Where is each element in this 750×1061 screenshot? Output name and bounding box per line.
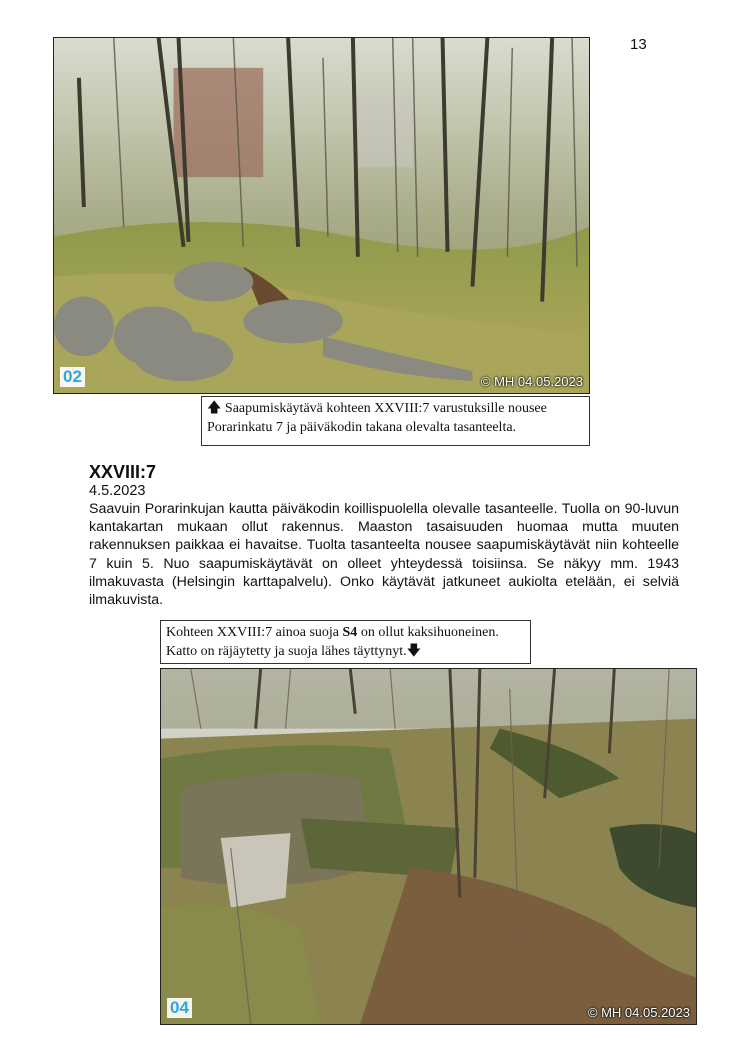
caption-line: Porarinkatu 7 ja päiväkodin takana olevalta tasanteelta. [207,420,517,435]
photo-caption-1 [201,396,590,446]
section-date: 4.5.2023 [89,483,146,499]
photo-shelter-ruin [160,668,697,1025]
caption-text: on ollut kaksihuoneinen. [357,625,499,640]
arrow-down-icon: 🡇 [406,643,422,659]
forest-photo-graphic [54,38,589,393]
caption-line: Katto on räjäytetty ja suoja lähes täyttynyt. [166,644,407,659]
shelter-id: S4 [342,625,358,640]
photo-forest-trench [53,37,590,394]
photo-number: 02 [60,367,85,387]
photo-copyright: © MH 04.05.2023 [480,374,583,389]
arrow-up-icon: 🡅 [207,400,222,416]
page-number: 13 [630,36,647,53]
photo-number: 04 [167,998,192,1018]
section-title: XXVIII:7 [89,462,157,482]
caption-text: Kohteen XXVIII:7 ainoa suoja [166,625,343,640]
photo-caption-2 [160,620,531,664]
caption-line: Saapumiskäytävä kohteen XXVIII:7 varustuksille nousee [224,401,547,416]
section-body: Saavuin Porarinkujan kautta päiväkodin koillispuolella olevalle tasanteelle. Tuolla on 90-luvun kantakartan mukaan ollut rakennus. Maaston tasaisuuden huomaa mutta muuten rakennuksen paikkaa ei havaitse. Tuolta tasanteelta nousee saapumiskäytävät niin kohteelle 7 kuin 5. Nuo saapumiskäytävät on olleet yhteydessä toisiinsa. Se näkyy mm. 1943 ilmakuvasta (Helsingin karttapalvelu). Onko käytävät jatkuneet aukiolta etelään, ei selviä ilmakuvista. [89,501,679,609]
shelter-photo-graphic [161,669,696,1024]
photo-copyright: © MH 04.05.2023 [587,1005,690,1020]
